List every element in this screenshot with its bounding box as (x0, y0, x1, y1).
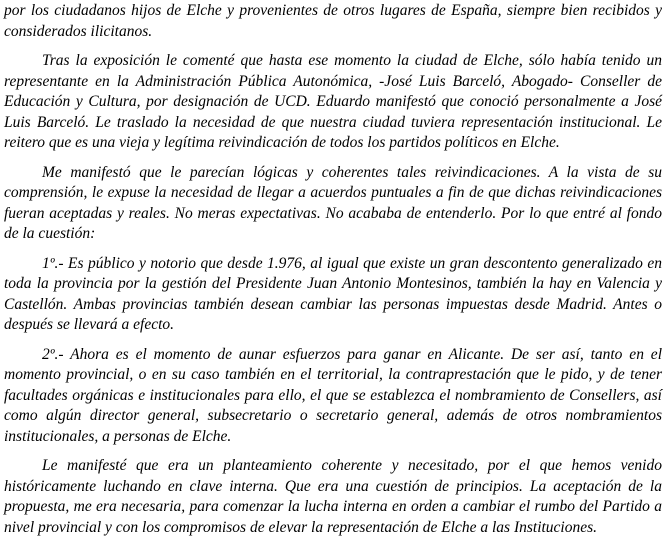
paragraph: Me manifestó que le parecían lógicas y coherentes tales reivindicaciones. A la vista de su comprensión, le expuse la necesidad de llegar a acuerdos puntuales a fin de que dichas reivindicaciones fueran aceptadas y reales. No meras expectativas. No acababa de entenderlo. Por lo que entré al fondo de la cuestión: (4, 163, 662, 242)
paragraph: Le manifesté que era un planteamiento coherente y necesitado, por el que hemos venido históricamente luchando en clave interna. Que era una cuestión de principios. La aceptación de la propuesta, me era necesaria, para comenzar la lucha interna en orden a cambiar el rumbo del Partido a nivel provincial y con los compromisos de elevar la representación de Elche a las Instituciones. (4, 457, 662, 536)
paragraph-numbered-1: 1º.- Es público y notorio que desde 1.976, al igual que existe un gran descontento generalizado en toda la provincia por la gestión del Presidente Juan Antonio Montesinos, también la hay en Valencia y Castellón. Ambas provincias también desean cambiar las personas impuestas desde Madrid. Antes o después se llevará a efecto. (4, 254, 662, 333)
paragraph: Tras la exposición le comenté que hasta ese momento la ciudad de Elche, sólo había tenido un representante en la Administración Pública Autonómica, -José Luis Barceló, Abogado- Conseller de Educación y Cultura, por designación de UCD. Eduardo manifestó que conoció personalmente a José Luis Barceló. Le traslado la necesidad de que nuestra ciudad tuviera representación institucional. Le reitero que es una vieja y legítima reivindicación de todos los partidos políticos en Elche. (4, 52, 662, 151)
paragraph-numbered-2: 2º.- Ahora es el momento de aunar esfuerzos para ganar en Alicante. De ser así, tanto en el momento provincial, o en su caso también en el territorial, la contraprestación que le pido, y de tener facultades orgánicas e institucionales para ello, el que se establezca el nombramiento de Consellers, así como algún director general, subsecretario o secretario general, además de otros nombramientos institucionales, a personas de Elche. (4, 345, 662, 445)
paragraph-continuation: por los ciudadanos hijos de Elche y provenientes de otros lugares de España, siempre bien recibidos y considerados ilicitanos. (4, 2, 662, 40)
